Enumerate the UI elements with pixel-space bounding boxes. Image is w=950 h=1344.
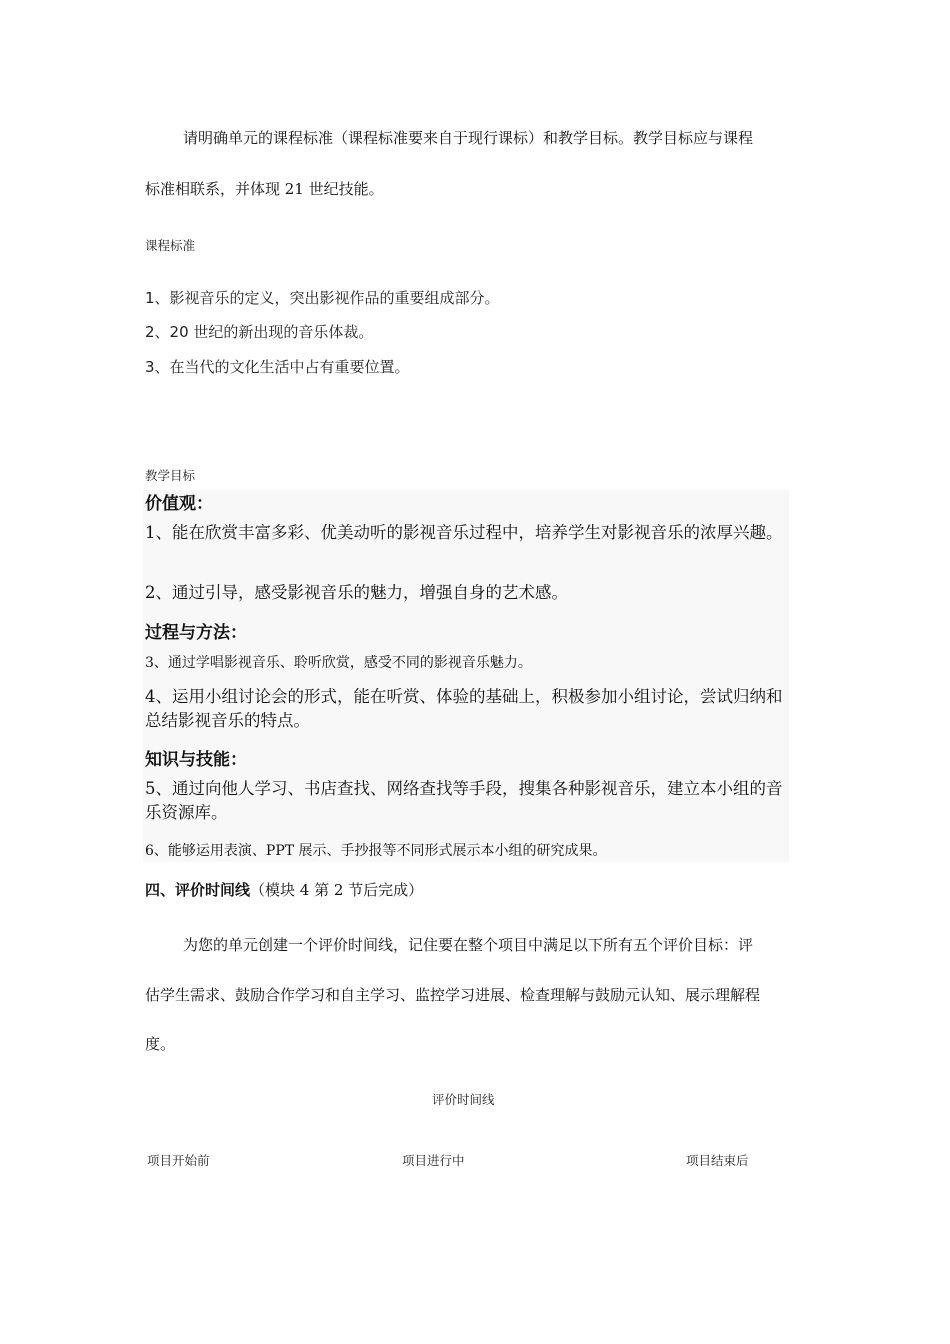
- standard-item-1: 1、影视音乐的定义，突出影视作品的重要组成部分。: [145, 289, 500, 307]
- goals-label: 教学目标: [145, 468, 196, 483]
- section4-para-line-2: 估学生需求、鼓励合作学习和自主学习、监控学习进展、检查理解与鼓励元认知、展示理解程: [145, 986, 761, 1004]
- section4-note: （模块 4 第 2 节后完成）: [250, 881, 424, 899]
- timeline-col-after: 项目结束后: [686, 1153, 749, 1168]
- intro-line-1: 请明确单元的课程标准（课程标准要来自于现行课标）和教学目标。教学目标应与课程: [183, 129, 754, 147]
- timeline-title: 评价时间线: [432, 1092, 495, 1107]
- skills-heading: 知识与技能：: [145, 750, 247, 770]
- values-item-2: 2、通过引导，感受影视音乐的魅力，增强自身的艺术感。: [145, 583, 568, 602]
- process-item-3: 3、通过学唱影视音乐、聆听欣赏，感受不同的影视音乐魅力。: [145, 655, 532, 671]
- standard-item-3: 3、在当代的文化生活中占有重要位置。: [145, 358, 410, 376]
- timeline-col-during: 项目进行中: [402, 1153, 465, 1168]
- intro-line-2: 标准相联系，并体现 21 世纪技能。: [145, 180, 384, 198]
- standard-item-2: 2、20 世纪的新出现的音乐体裁。: [145, 323, 374, 341]
- skills-item-6: 6、能够运用表演、PPT 展示、手抄报等不同形式展示本小组的研究成果。: [145, 843, 607, 859]
- process-item-4: 4、运用小组讨论会的形式，能在听赏、体验的基础上，积极参加小组讨论，尝试归纳和总结影视音乐的特点。: [145, 687, 783, 730]
- values-heading: 价值观：: [145, 494, 213, 514]
- values-item-1: 1、能在欣赏丰富多彩、优美动听的影视音乐过程中，培养学生对影视音乐的浓厚兴趣。: [145, 523, 783, 542]
- timeline-col-before: 项目开始前: [147, 1153, 210, 1168]
- standards-label: 课程标准: [145, 238, 196, 253]
- skills-item-5: 5、通过向他人学习、书店查找、网络查找等手段，搜集各种影视音乐，建立本小组的音乐资源库。: [145, 779, 783, 822]
- section4-title: 四、评价时间线: [145, 881, 251, 899]
- process-heading: 过程与方法：: [145, 623, 247, 643]
- section4-para-line-1: 为您的单元创建一个评价时间线，记住要在整个项目中满足以下所有五个评价目标：评: [183, 936, 754, 954]
- section4-para-line-3: 度。: [145, 1035, 176, 1053]
- section4-heading: [145, 879, 423, 900]
